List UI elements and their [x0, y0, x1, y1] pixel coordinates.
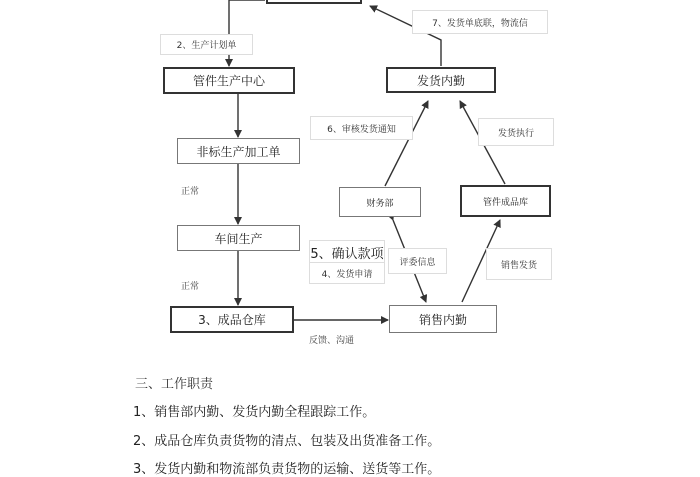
box-sales-office — [389, 305, 497, 333]
duty-item-1: 1、销售部内勤、发货内勤全程跟踪工作。 — [133, 405, 376, 420]
box-pipe-production-center-label: 管件生产中心 — [192, 74, 265, 88]
box-workshop-production — [177, 225, 300, 251]
box-product-warehouse — [460, 185, 551, 217]
box-nonstandard-order-label: 非标生产加工单 — [196, 144, 281, 159]
arrow-finance-to-shipping — [385, 101, 428, 186]
note-step5-confirm-payment — [309, 240, 385, 264]
section-title: 三、工作职责 — [135, 377, 214, 392]
duty-item-2: 2、成品仓库负责货物的清点、包装及出货准备工作。 — [133, 434, 441, 449]
arrow-top-to-pipe-center — [229, 0, 265, 66]
box-sales-office-label: 销售内勤 — [418, 312, 467, 327]
label-normal-1: 正常 — [181, 187, 200, 197]
box-product-warehouse-label: 管件成品库 — [482, 197, 528, 208]
note-step4-label: 4、发货申请 — [321, 269, 373, 280]
box-finance-dept-label: 财务部 — [366, 198, 394, 209]
note-ship-execution-label: 发货执行 — [497, 128, 534, 139]
duty-item-3: 3、发货内勤和物流部负责货物的运输、送货等工作。 — [133, 462, 441, 477]
note-sales-delivery — [486, 248, 552, 280]
box-shipping-office — [386, 67, 496, 93]
note-step2-production-plan — [160, 34, 253, 55]
note-step7-delivery-slip — [412, 10, 548, 34]
note-review-info — [388, 248, 447, 274]
note-step2-label: 2、生产计划单 — [176, 41, 237, 51]
note-ship-execution — [478, 118, 554, 146]
note-step5-label: 5、确认款项 — [310, 246, 384, 262]
label-normal-2: 正常 — [181, 282, 200, 292]
box-finished-warehouse-label: 3、成品仓库 — [198, 313, 266, 327]
top-box-cropped — [266, 0, 362, 4]
box-shipping-office-label: 发货内勤 — [416, 73, 465, 88]
note-sales-delivery-label: 销售发货 — [500, 260, 537, 271]
label-feedback-communication: 反馈、沟通 — [309, 336, 355, 346]
box-pipe-production-center — [163, 67, 295, 94]
box-finished-warehouse — [170, 306, 294, 333]
note-step7-label: 7、发货单底联，物流信 — [432, 18, 528, 29]
box-finance-dept — [339, 187, 421, 217]
box-workshop-production-label: 车间生产 — [214, 231, 263, 246]
note-review-info-label: 评委信息 — [399, 257, 436, 268]
note-step6-review-notice — [310, 116, 413, 140]
box-nonstandard-order — [177, 138, 300, 164]
note-step4-shipping-request — [309, 262, 385, 284]
note-step6-label: 6、审核发货通知 — [327, 124, 396, 135]
